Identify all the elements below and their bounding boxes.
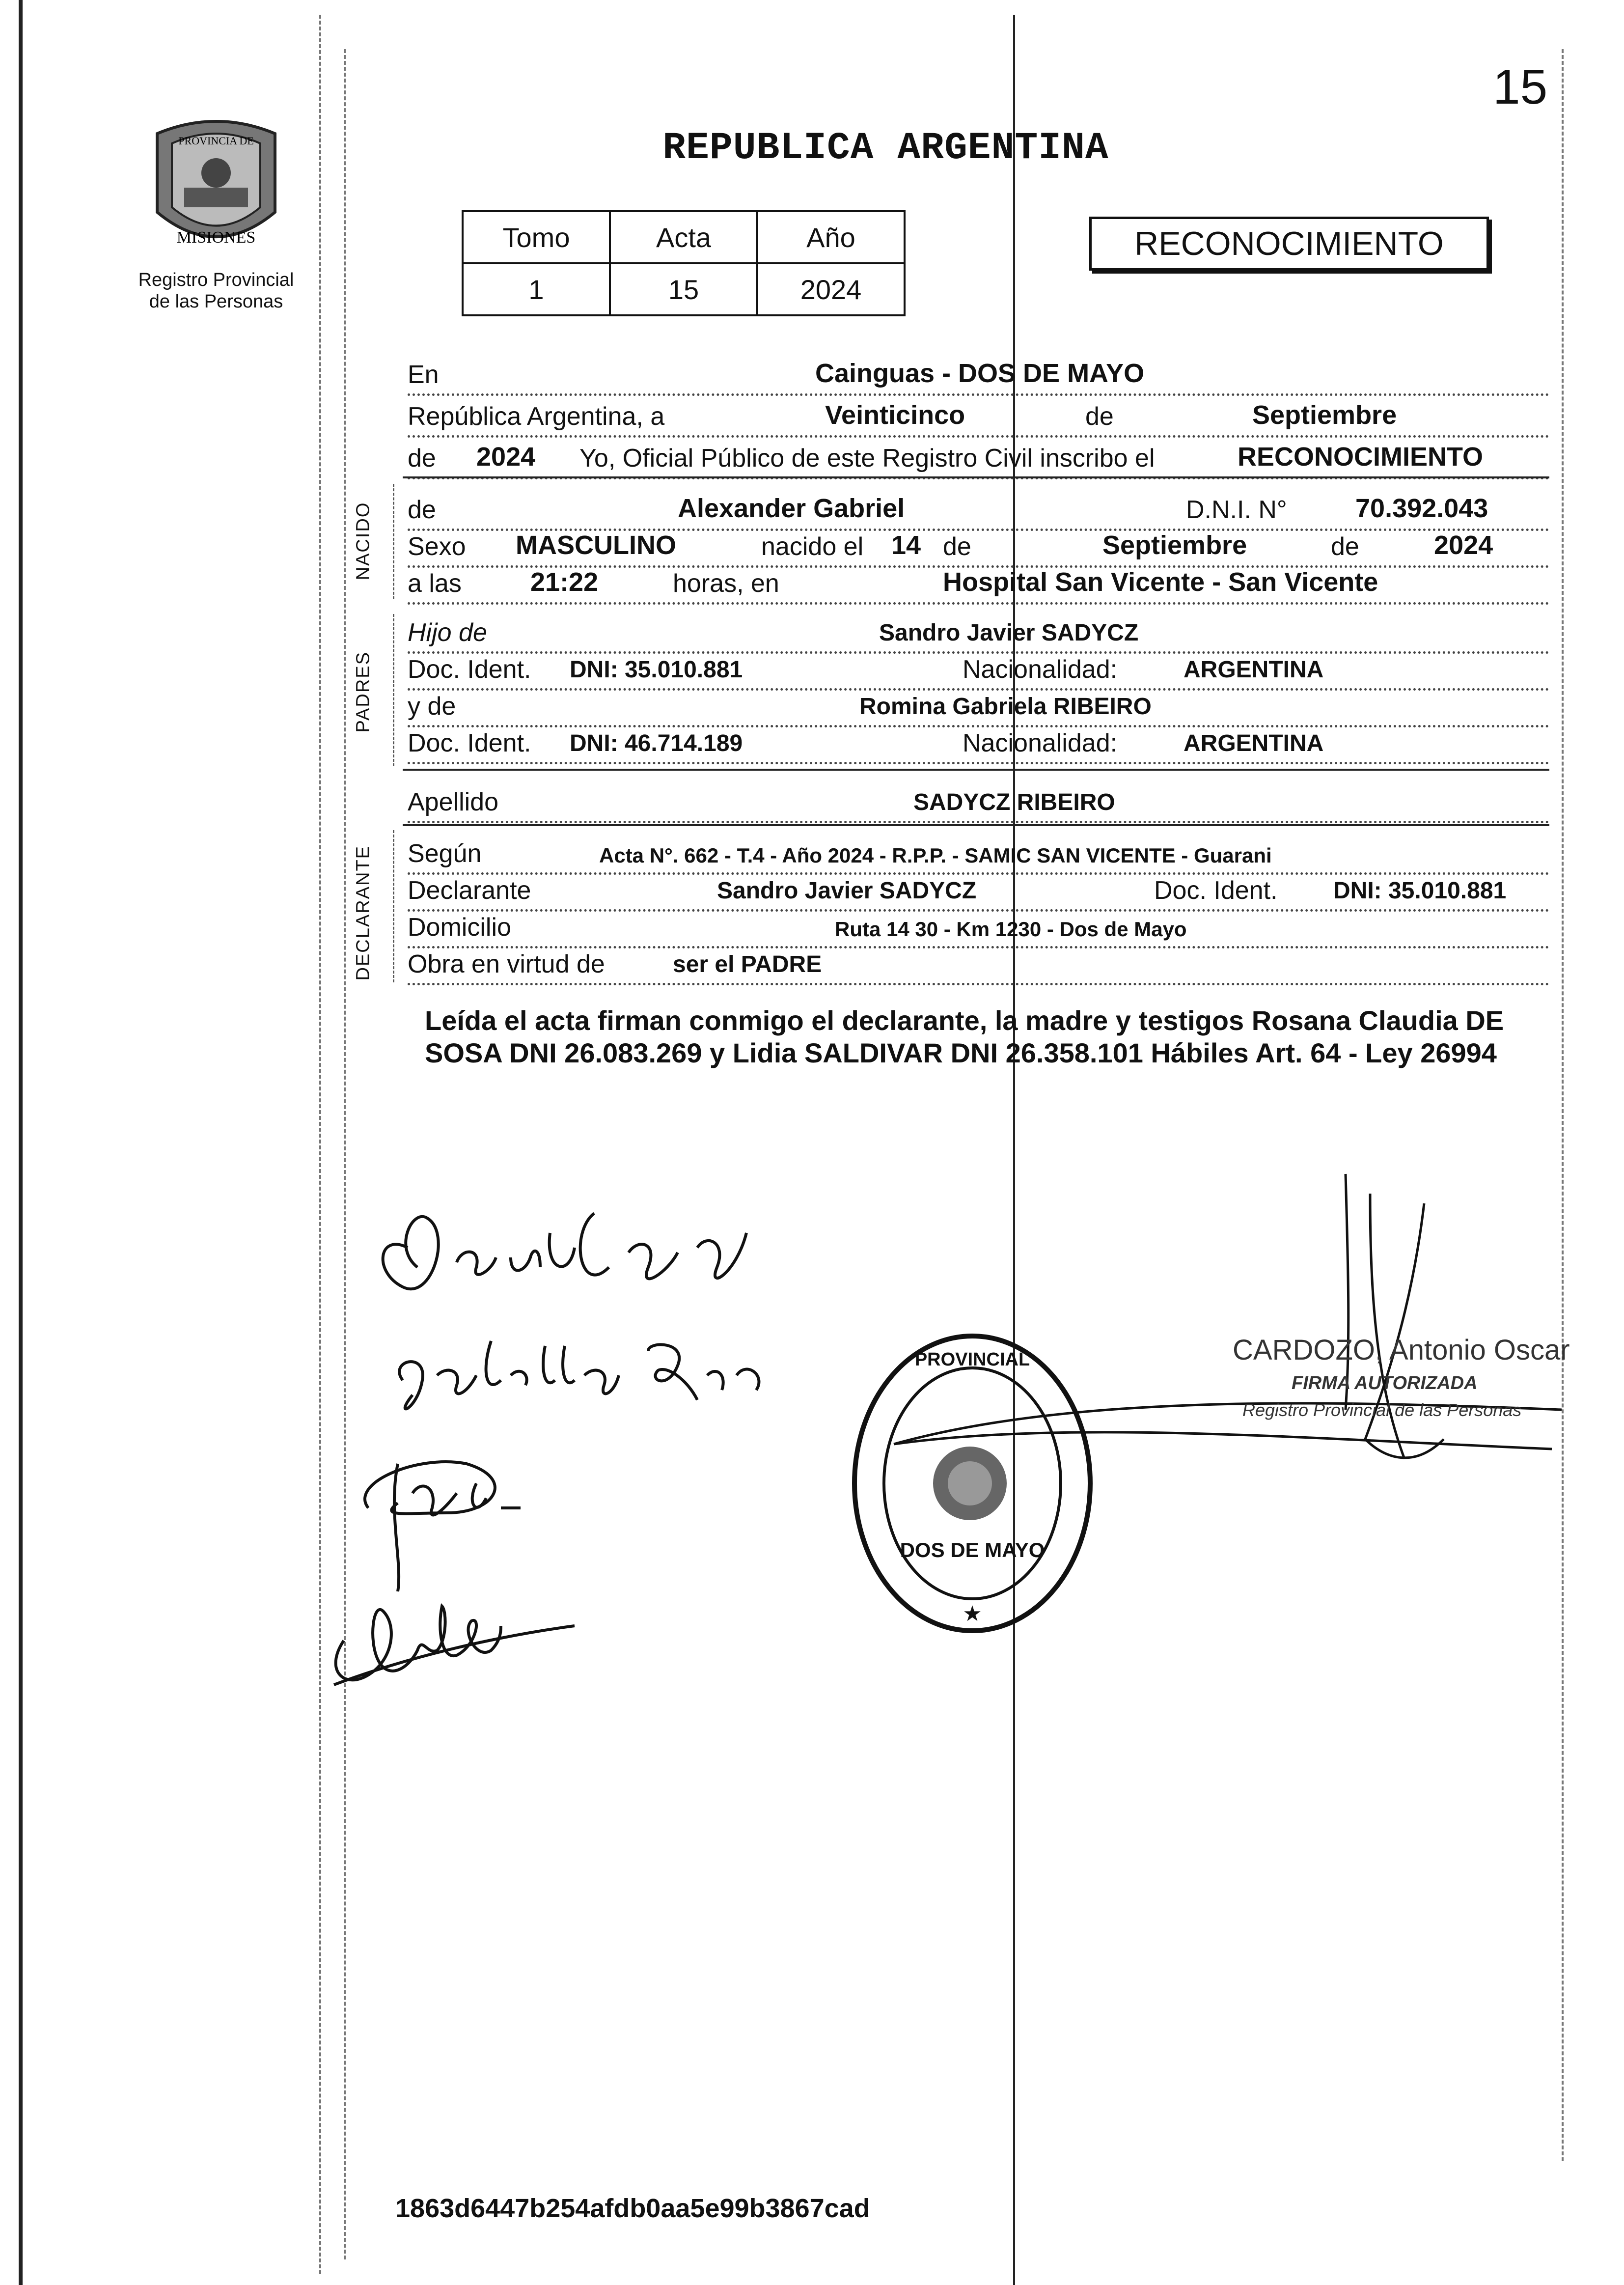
declarante-doc-label: Doc. Ident. <box>1154 876 1278 905</box>
obra-label: Obra en virtud de <box>408 950 605 978</box>
logo-caption-line2: de las Personas <box>149 291 283 312</box>
logo-caption <box>123 269 309 312</box>
sexo-value: MASCULINO <box>516 530 676 560</box>
mother-nac-label: Nacionalidad: <box>963 729 1118 757</box>
section-divider-3 <box>403 824 1549 826</box>
domicilio-value: Ruta 14 30 - Km 1230 - Dos de Mayo <box>835 918 1187 941</box>
father-nac-value: ARGENTINA <box>1184 657 1324 683</box>
left-margin-dash-2 <box>344 49 346 2259</box>
section-bar-nacido <box>393 484 396 599</box>
registry-value-anio: 2024 <box>757 263 905 315</box>
birth-month-value: Septiembre <box>1102 530 1247 560</box>
republica-label: República Argentina, a <box>408 402 665 431</box>
registry-table <box>462 210 906 316</box>
page-number: 15 <box>1493 59 1548 114</box>
obra-value: ser el PADRE <box>673 951 822 977</box>
declarante-label: Declarante <box>408 876 531 905</box>
child-name-value: Alexander Gabriel <box>678 494 905 523</box>
child-dni-value: 70.392.043 <box>1355 494 1488 523</box>
section-label-nacido: NACIDO <box>353 502 374 581</box>
svg-text:DOS DE MAYO: DOS DE MAYO <box>900 1538 1045 1561</box>
padres-row-mother-doc <box>408 720 1549 764</box>
signature-mother <box>383 1321 776 1429</box>
registry-header-anio: Año <box>757 211 905 263</box>
inscribe-value: RECONOCIMIENTO <box>1238 442 1484 472</box>
registry-header-acta: Acta <box>610 211 757 263</box>
svg-text:MISIONES: MISIONES <box>176 228 256 247</box>
declarante-row-obra <box>408 941 1549 985</box>
father-doc-value: DNI: 35.010.881 <box>570 657 743 683</box>
left-margin-dash <box>319 15 321 2274</box>
section-divider-1 <box>403 476 1549 478</box>
dni-label: D.N.I. N° <box>1186 496 1287 524</box>
yo-text: Yo, Oficial Público de este Registro Civil inscribo el <box>579 444 1155 473</box>
logo-caption-line1: Registro Provincial <box>138 270 294 290</box>
year-value: 2024 <box>476 442 536 472</box>
document-hash: 1863d6447b254afdb0aa5e99b3867cad <box>395 2194 870 2223</box>
birth-year-value: 2024 <box>1434 530 1493 560</box>
mother-nac-value: ARGENTINA <box>1184 730 1324 756</box>
nacido-row-place <box>408 560 1549 605</box>
declarante-value: Sandro Javier SADYCZ <box>717 878 977 904</box>
sexo-label: Sexo <box>408 532 466 561</box>
mother-name-value: Romina Gabriela RIBEIRO <box>859 694 1152 720</box>
svg-text:PROVINCIA DE: PROVINCIA DE <box>178 135 254 147</box>
father-nac-label: Nacionalidad: <box>963 655 1118 684</box>
mother-doc-value: DNI: 46.714.189 <box>570 730 743 756</box>
section-bar-declarante <box>393 830 396 982</box>
apellido-value: SADYCZ RIBEIRO <box>913 789 1115 815</box>
left-scan-edge <box>19 0 23 2285</box>
registry-header-tomo: Tomo <box>463 211 610 263</box>
svg-text:PROVINCIAL: PROVINCIAL <box>914 1349 1030 1370</box>
birth-place-value: Hospital San Vicente - San Vicente <box>943 567 1378 597</box>
month-value: Septiembre <box>1252 400 1397 430</box>
declarante-doc-value: DNI: 35.010.881 <box>1333 878 1507 904</box>
svg-text:★: ★ <box>963 1602 982 1626</box>
document-title: REPUBLICA ARGENTINA <box>662 127 1109 170</box>
hijo-label: Hijo de <box>408 618 487 647</box>
segun-value: Acta N°. 662 - T.4 - Año 2024 - R.P.P. - SAMIC SAN VICENTE - Guarani <box>599 844 1272 867</box>
signature-witness-1 <box>339 1434 545 1601</box>
de-label: de <box>1085 402 1114 431</box>
signature-witness-2 <box>314 1582 589 1709</box>
mother-doc-label: Doc. Ident. <box>408 729 531 757</box>
alas-label: a las <box>408 569 462 598</box>
official-signature <box>874 1164 1571 1498</box>
act-type-box: RECONOCIMIENTO <box>1089 217 1489 271</box>
father-name-value: Sandro Javier SADYCZ <box>879 620 1139 646</box>
nacido-el-label: nacido el <box>761 532 864 561</box>
apellido-row <box>408 779 1549 823</box>
en-label: En <box>408 361 439 389</box>
apellido-label: Apellido <box>408 788 499 816</box>
father-doc-label: Doc. Ident. <box>408 655 531 684</box>
right-margin-dash <box>1562 49 1564 2161</box>
section-label-padres: PADRES <box>353 651 374 733</box>
segun-label: Según <box>408 839 482 868</box>
domicilio-label: Domicilio <box>408 913 511 942</box>
birth-de-label-2: de <box>1331 532 1359 561</box>
horas-label: horas, en <box>673 569 779 598</box>
nacido-de-label: de <box>408 496 436 524</box>
en-value: Cainguas - DOS DE MAYO <box>815 359 1145 388</box>
birth-time-value: 21:22 <box>530 567 599 597</box>
de2-label: de <box>408 444 436 473</box>
official-office: Registro Provincial de las Personas <box>1242 1400 1522 1420</box>
official-role: FIRMA AUTORIZADA <box>1292 1373 1478 1393</box>
official-name: CARDOZO, Antonio Oscar <box>1233 1334 1570 1366</box>
birth-day-value: 14 <box>891 530 921 560</box>
day-value: Veinticinco <box>825 400 965 430</box>
registry-value-tomo: 1 <box>463 263 610 315</box>
section-divider-2 <box>403 769 1549 771</box>
signature-father <box>363 1174 766 1321</box>
yde-label: y de <box>408 692 456 721</box>
section-bar-padres <box>393 614 396 766</box>
intro-row-date <box>408 393 1549 438</box>
intro-row-year <box>408 435 1549 479</box>
intro-row-en <box>408 351 1549 396</box>
birth-de-label: de <box>943 532 971 561</box>
registry-value-acta: 15 <box>610 263 757 315</box>
section-label-declarante: DECLARANTE <box>353 845 374 981</box>
closing-statement: Leída el acta firman conmigo el declarante, la madre y testigos Rosana Claudia DE SOSA DNI 26.083.269 y Lidia SALDIVAR DNI 26.358.101 Hábiles Art. 64 - Ley 26994 <box>425 1005 1504 1068</box>
